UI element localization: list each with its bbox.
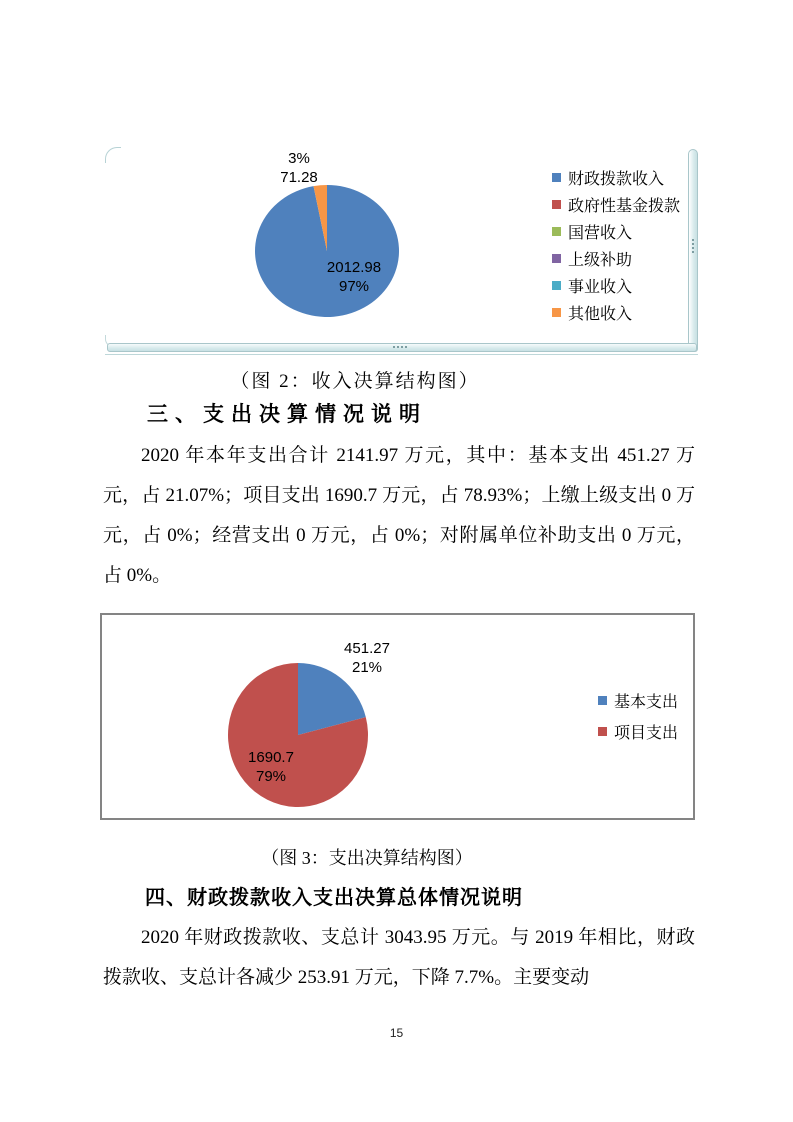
legend-item <box>552 196 681 215</box>
legend-color-swatch-icon <box>552 281 561 290</box>
income-pie-chart-area <box>105 147 698 358</box>
legend-color-swatch-icon <box>552 254 561 263</box>
legend-label: 财政拨款收入 <box>568 170 665 188</box>
page-number: 15 <box>389 1026 404 1040</box>
legend-color-swatch-icon <box>552 227 561 236</box>
section4-heading: 四、财政拨款收入支出决算总体情况说明 <box>145 887 523 909</box>
legend-label: 政府性基金拨款 <box>568 197 681 215</box>
legend-label: 上级补助 <box>568 251 633 269</box>
data-label-fiscal-income: 2012.98 97% <box>326 259 382 295</box>
legend-item <box>598 723 679 742</box>
income-chart-legend <box>552 169 681 323</box>
legend-color-swatch-icon <box>552 200 561 209</box>
section3-paragraph: 2020 年本年支出合计 2141.97 万元，其中：基本支出 451.27 万元，占 21.07%；项目支出 1690.7 万元，占 78.93%；上缴上级支出 0 万元，占 0%；经营支出 0 万元，占 0%；对附属单位补助支出 0 万元，占 0%。 <box>103 445 695 586</box>
section4-paragraph: 2020 年财政拨款收、支总计 3043.95 万元。与 2019 年相比，财政拨款收、支总计各减少 253.91 万元，下降 7.7%。主要变动 <box>103 927 695 988</box>
legend-color-swatch-icon <box>598 696 607 705</box>
legend-label: 项目支出 <box>614 724 679 742</box>
legend-color-swatch-icon <box>552 308 561 317</box>
legend-item <box>598 692 679 711</box>
legend-label: 事业收入 <box>568 278 633 296</box>
expenditure-chart-legend <box>598 692 679 742</box>
data-label-other-income: 3% 71.28 <box>280 150 318 186</box>
legend-label: 其他收入 <box>568 305 633 323</box>
figure3-caption: （图 3：支出决算结构图） <box>261 848 473 868</box>
legend-item <box>552 223 680 242</box>
legend-item <box>552 250 680 269</box>
figure2-caption: （图 2：收入决算结构图） <box>230 371 480 392</box>
legend-color-swatch-icon <box>598 727 607 736</box>
legend-item <box>552 277 680 296</box>
data-label-project-expenditure: 1690.7 79% <box>248 749 294 785</box>
legend-item <box>552 169 680 188</box>
legend-color-swatch-icon <box>552 173 561 182</box>
pie-slice <box>255 185 399 317</box>
section3-heading: 三、支出决算情况说明 <box>147 403 427 426</box>
data-label-basic-expenditure: 451.27 21% <box>344 640 390 676</box>
legend-label: 基本支出 <box>614 693 679 711</box>
expenditure-pie-chart-area <box>100 613 695 820</box>
legend-item <box>552 304 680 323</box>
legend-label: 国营收入 <box>568 224 633 242</box>
